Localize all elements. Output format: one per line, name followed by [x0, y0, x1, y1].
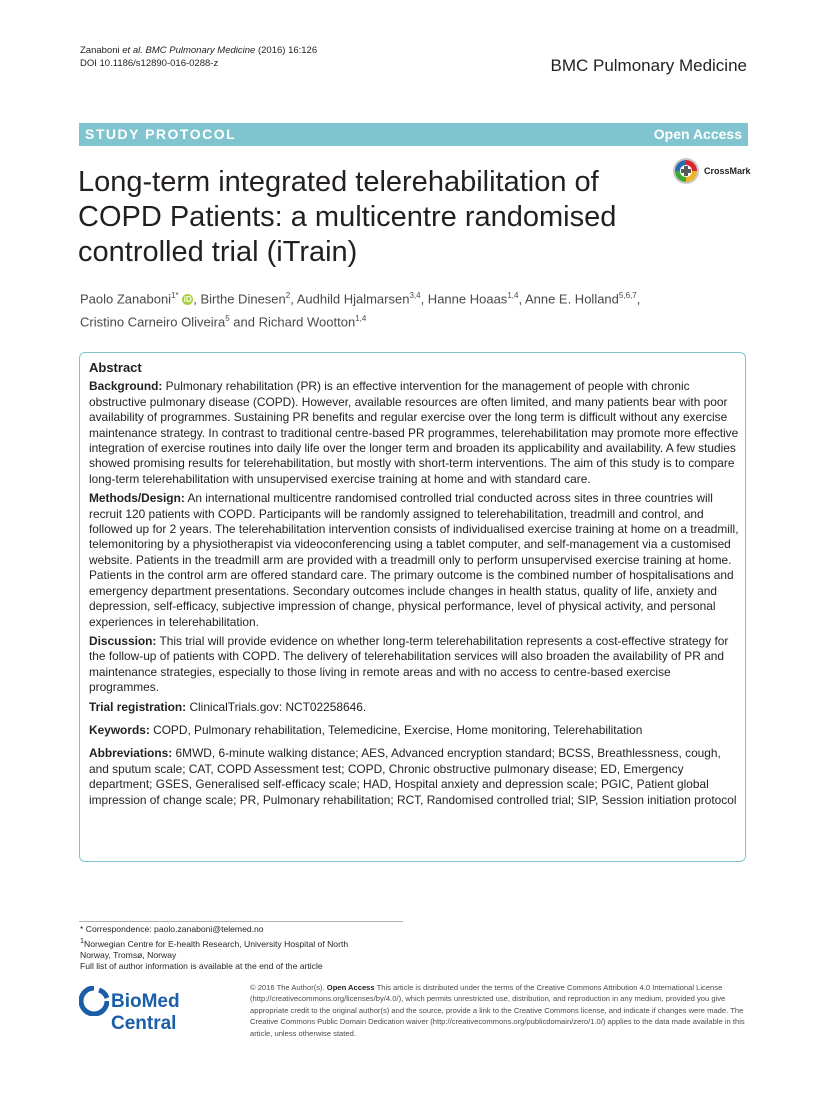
abstract-box: [79, 352, 746, 862]
biomed-central-logo[interactable]: [79, 985, 239, 1034]
footnote-divider: [79, 921, 403, 922]
citation-header: [80, 44, 317, 70]
abstract-methods: [89, 491, 740, 630]
author-name: , Anne E. Holland: [518, 291, 619, 307]
abstract-abbreviations: [89, 746, 740, 808]
section-text: This trial will provide evidence on whether long-term telerehabilitation represents a cost-effective strategy for the follow-up of patients with COPD. The delivery of telerehabilitation services will also broaden the availability of PR and maintenance strategies, especially to those living in remote areas and with no access to centre-based exercise programmes.: [89, 633, 729, 695]
abstract-background: [89, 379, 740, 487]
section-label: Abbreviations:: [89, 746, 173, 761]
journal-name: BMC Pulmonary Medicine: [550, 56, 747, 75]
citation-author: Zanaboni: [80, 45, 123, 56]
author-affiliation: 2: [285, 291, 291, 300]
license-statement: [250, 982, 750, 1039]
biomed-central-icon: [79, 986, 109, 1016]
author-name: Paolo Zanaboni: [80, 291, 172, 307]
section-label: Discussion:: [89, 633, 157, 648]
crossmark-label: CrossMark: [704, 166, 751, 176]
section-label: Methods/Design:: [89, 491, 185, 506]
abstract-discussion: [89, 634, 740, 696]
article-type-banner: [79, 123, 748, 146]
citation-year-volume: (2016) 16:126: [255, 45, 318, 56]
footnotes: [80, 924, 348, 973]
citation-doi: DOI 10.1186/s12890-016-0288-z: [80, 58, 219, 69]
section-text: COPD, Pulmonary rehabilitation, Telemedicine, Exercise, Home monitoring, Telerehabilitation: [149, 722, 643, 737]
author-info-note: Full list of author information is available at the end of the article: [80, 961, 323, 972]
author-name: and Richard Wootton: [229, 314, 356, 330]
section-text: An international multicentre randomised controlled trial conducted across sites in three countries will recruit 120 patients with COPD. Participants will be randomly assigned to telerehabilitation, treadmill and control, and followed up for 2 years. The telerehabilitation intervention consists of individualised exercise training at home on a treadmill, telemonitoring by a physiotherapist via videoconferencing using a tablet computer, and self-management via a customised website. Patients in the treadmill arm are provided with a treadmill only to perform unsupervised exercise training at home. Patients in the control arm are offered standard care. The primary outcome is the combined number of hospitalisations and emergency department presentations. Secondary outcomes include changes in health status, quality of life, anxiety and depression, self-efficacy, subjective impression of change, physical performance, level of physical activity, and personal experiences in telerehabilitation.: [89, 491, 739, 629]
author-affiliation: 1,4: [355, 314, 367, 324]
author-separator: ,: [636, 291, 641, 307]
author-affiliation: 3,4: [409, 291, 421, 300]
license-open-access: Open Access: [326, 983, 375, 992]
citation-journal: et al. BMC Pulmonary Medicine: [122, 45, 256, 56]
section-label: Background:: [89, 379, 163, 394]
author-name: Cristino Carneiro Oliveira: [80, 314, 226, 330]
author-affiliation: 5,6,7: [618, 291, 637, 300]
author-name: , Birthe Dinesen: [193, 291, 286, 307]
open-access-label[interactable]: Open Access: [653, 126, 742, 142]
crossmark-badge[interactable]: [672, 157, 752, 187]
affiliation-number: 1: [80, 936, 84, 945]
article-type-label: STUDY PROTOCOL: [85, 126, 237, 142]
license-text: This article is distributed under the terms of the Creative Commons Attribution 4.0 International License (http://creativecommons.org/licenses/by/4.0/), which permits unrestricted use, distribution, and reproduction in any medium, provided you give appropriate credit to the original author(s) and the source, provide a link to the Creative Commons license, and indicate if changes were made. The Creative Commons Public Domain Dedication waiver (http://creativecommons.org/publicdomain/zero/1.0/) applies to the data made available in this article, unless otherwise stated.: [250, 983, 745, 1038]
section-label: Keywords:: [89, 722, 150, 737]
author-affiliation: 1*: [171, 291, 179, 300]
crossmark-icon: [672, 157, 700, 185]
correspondence-note: * Correspondence: paolo.zanaboni@telemed.no: [80, 924, 264, 934]
biomed-central-wordmark: BioMed Central: [111, 991, 180, 1034]
license-copyright: © 2016 The Author(s).: [250, 983, 327, 992]
author-name: , Hanne Hoaas: [420, 291, 508, 307]
author-name: , Audhild Hjalmarsen: [290, 291, 410, 307]
abstract-trial-registration: [89, 700, 740, 715]
affiliation-text: Norway, Tromsø, Norway: [80, 949, 177, 960]
section-text: Pulmonary rehabilitation (PR) is an effective intervention for the management of people with chronic obstructive pulmonary disease (COPD). However, available resources are often limited, and many patients bear with poor availability of programmes. Sustaining PR benefits and regular exercise over the long term is difficult without any exercise maintenance strategy. In contrast to traditional centre-based PR programmes, telerehabilitation may promote more effective integration of exercise routines into daily life over the longer term and broaden its applicability and availability. A few studies showed promising results for telerehabilitation, but mostly with short-term interventions. The aim of this study is to compare long-term telerehabilitation with unsupervised exercise training at home and with standard care.: [89, 379, 739, 486]
author-affiliation: 1,4: [507, 291, 519, 300]
orcid-icon[interactable]: iD: [183, 295, 192, 305]
abstract-heading: Abstract: [89, 360, 142, 375]
author-affiliation: 5: [225, 314, 230, 324]
section-text: 6MWD, 6-minute walking distance; AES, Advanced encryption standard; BCSS, Breathlessness, cough, and sputum scale; CAT, COPD Assessment test; COPD, Chronic obstructive pulmonary disease; ED, Emergency department; GSES, Generalised self-efficacy scale; HAD, Hospital anxiety and depression scale; PGIC, Patient global impression of change scale; PR, Pulmonary rehabilitation; RCT, Randomised controlled trial; SIP, Session initiation protocol: [89, 746, 737, 807]
abstract-keywords: [89, 723, 740, 738]
author-list: [80, 286, 760, 333]
section-text: ClinicalTrials.gov: NCT02258646.: [186, 699, 367, 714]
affiliation-text: Norwegian Centre for E-health Research, University Hospital of North: [83, 938, 349, 949]
section-label: Trial registration:: [89, 699, 187, 714]
article-title: Long-term integrated telerehabilitation of COPD Patients: a multicentre randomised controlled trial (iTrain): [78, 166, 617, 268]
